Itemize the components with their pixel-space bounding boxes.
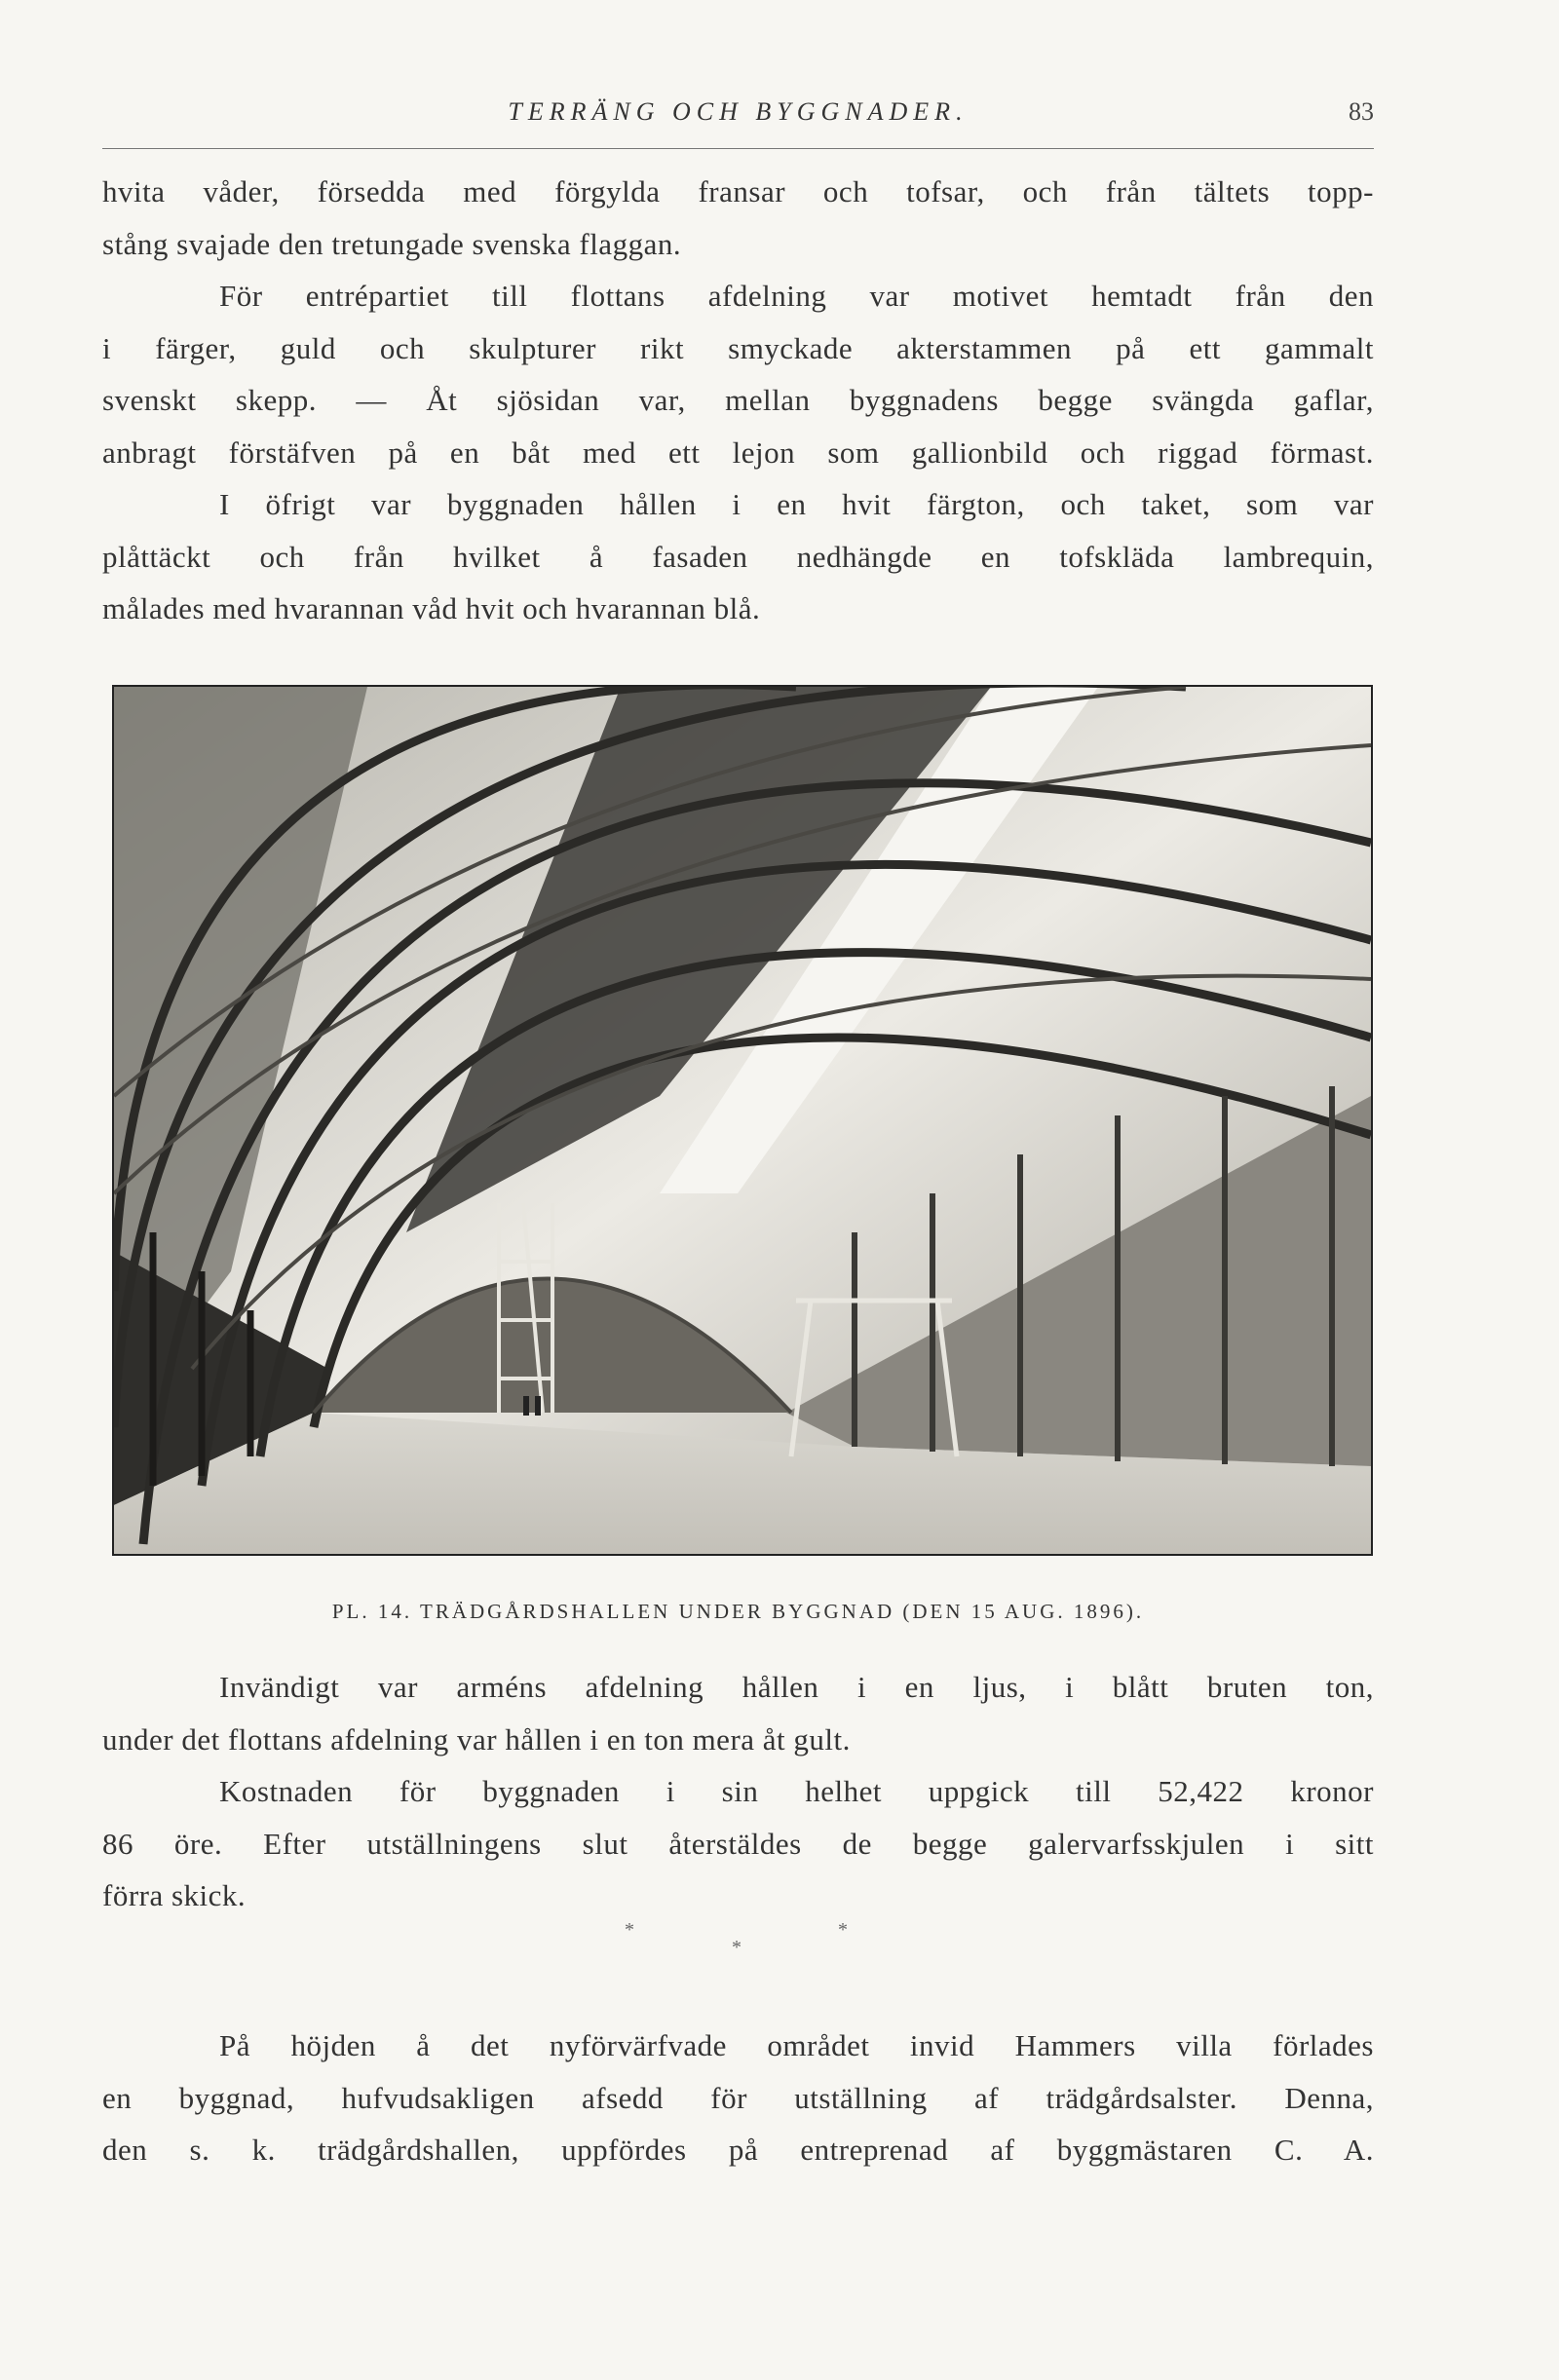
text-line: 86 öre. Efter utställningens slut återstäldes de begge galervarfsskjulen i sitt: [102, 1826, 1374, 1861]
text-line: På höjden å det nyförvärfvade området invid Hammers villa förlades: [219, 2028, 1374, 2062]
text-line: Kostnaden för byggnaden i sin helhet uppgick till 52,422 kronor: [219, 1774, 1374, 1808]
text-line: i färger, guld och skulpturer rikt smyckade akterstammen på ett gammalt: [102, 330, 1374, 365]
paragraph-block-top: [102, 166, 1374, 635]
text-line: plåttäckt och från hvilket å fasaden nedhängde en tofskläda lambrequin,: [102, 539, 1374, 574]
asterism-star: *: [732, 1937, 741, 1958]
text-line: hvita våder, försedda med förgylda fransar och tofsar, och från tältets topp-: [102, 174, 1374, 208]
plate-caption: PL. 14. TRÄDGÅRDSHALLEN UNDER BYGGNAD (DEN 15 AUG. 1896).: [331, 1600, 1145, 1623]
asterism-star: *: [838, 1919, 848, 1941]
header-rule: [102, 148, 1374, 149]
asterism-star: *: [625, 1919, 634, 1941]
page-number: 83: [1349, 97, 1374, 126]
text-line: den s. k. trädgårdshallen, uppfördes på entreprenad af byggmästaren C. A.: [102, 2133, 1374, 2167]
text-line: under det flottans afdelning var hållen i en ton mera åt gult.: [102, 1721, 851, 1757]
paragraph-block-final: [102, 2020, 1374, 2176]
text-line: Invändigt var arméns afdelning hållen i en ljus, i blått bruten ton,: [219, 1670, 1374, 1704]
text-line: målades med hvarannan våd hvit och hvarannan blå.: [102, 591, 761, 625]
running-title: TERRÄNG OCH BYGGNADER.: [508, 97, 969, 126]
text-line: För entrépartiet till flottans afdelning var motivet hemtadt från den: [219, 279, 1374, 313]
running-head: [102, 97, 1374, 136]
text-line: anbragt förstäfven på en båt med ett lejon som gallionbild och riggad förmast.: [102, 434, 1374, 470]
text-line: I öfrigt var byggnaden hållen i en hvit färgton, och taket, som var: [219, 487, 1374, 521]
text-line: en byggnad, hufvudsakligen afsedd för utställning af trädgårdsalster. Denna,: [102, 2080, 1374, 2115]
text-line: stång svajade den tretungade svenska flaggan.: [102, 226, 682, 261]
text-line: svenskt skepp. — Åt sjösidan var, mellan byggnadens begge svängda gaflar,: [102, 383, 1374, 417]
photograph-plate: [112, 685, 1373, 1556]
hall-construction-photo: [114, 687, 1371, 1554]
section-break-asterism: [102, 1919, 1374, 1968]
paragraph-block-bottom: [102, 1661, 1374, 1922]
text-line: förra skick.: [102, 1878, 247, 1912]
